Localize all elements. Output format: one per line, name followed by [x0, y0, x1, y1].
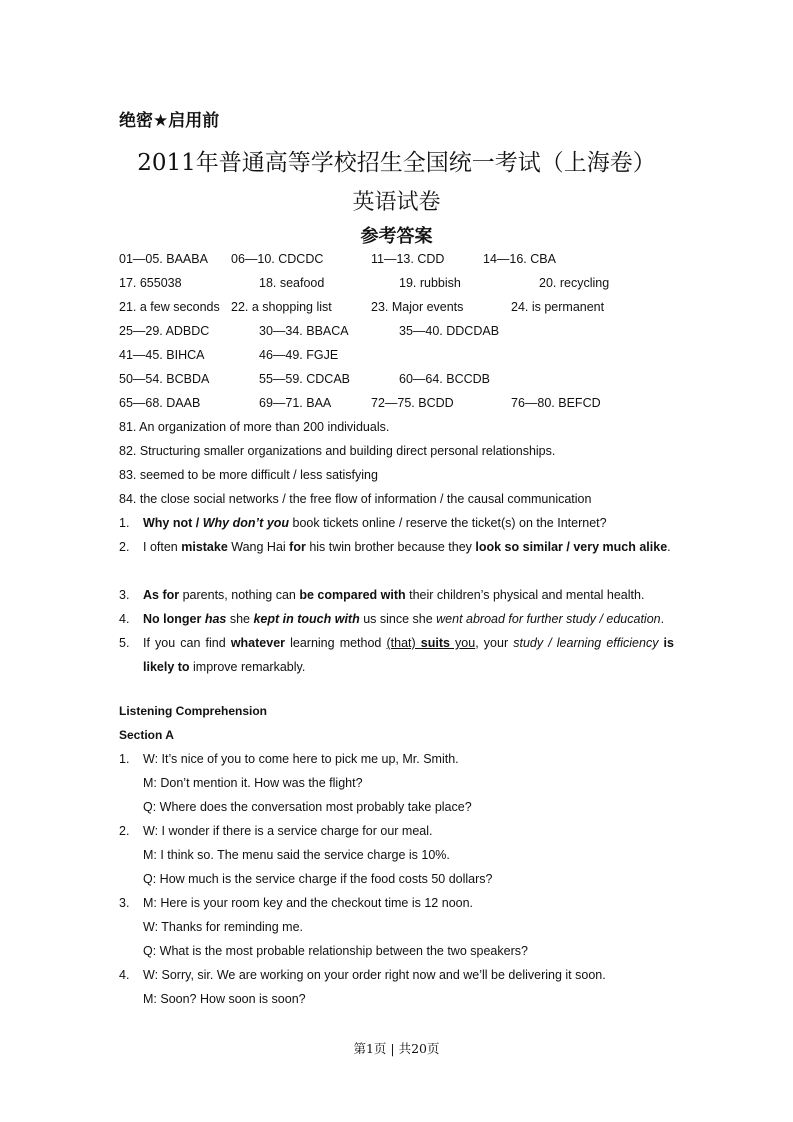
section-a-heading: Section A — [119, 728, 174, 742]
dialogue-line: Q: Where does the conversation most probably take place? — [143, 800, 472, 814]
translation-segment: mistake — [181, 540, 228, 554]
translation-segment: you — [449, 636, 476, 650]
answer-cell: 50—54. BCBDA — [119, 372, 210, 386]
translation-number: 1. — [119, 516, 130, 530]
short-answer: 81. An organization of more than 200 individuals. — [119, 420, 390, 434]
dialogue-number: 3. — [119, 896, 130, 910]
answer-cell: 14—16. CBA — [483, 252, 556, 266]
dialogue-line: M: Don’t mention it. How was the flight? — [143, 776, 363, 790]
answer-cell: 55—59. CDCAB — [259, 372, 351, 386]
answer-cell: 69—71. BAA — [259, 396, 332, 410]
translation-segment: us since she — [359, 612, 437, 626]
translation-segment: be compared with — [299, 588, 406, 602]
translation-segment: their children’s physical and mental health. — [405, 588, 645, 602]
answer-row — [0, 271, 793, 295]
confidential-label: 绝密★启用前 — [119, 111, 220, 131]
short-answer: 82. Structuring smaller organizations and building direct personal relationships. — [119, 444, 556, 458]
translation-answer — [143, 631, 674, 679]
answer-key-heading: 参考答案 — [360, 226, 433, 247]
translation-number: 5. — [119, 636, 130, 650]
dialogue-line: M: I think so. The menu said the service charge is 10%. — [143, 848, 450, 862]
dialogue-number: 1. — [119, 752, 130, 766]
answer-row — [0, 391, 793, 415]
translation-answer — [143, 511, 674, 535]
translation-segment: she — [226, 612, 254, 626]
answer-cell: 30—34. BBACA — [259, 324, 349, 338]
translation-segment: for — [289, 540, 306, 554]
translation-number: 3. — [119, 588, 130, 602]
translation-segment: his twin brother because they — [305, 540, 476, 554]
answer-cell: 60—64. BCCDB — [399, 372, 491, 386]
answer-cell: 21. a few seconds — [119, 300, 220, 314]
listening-heading: Listening Comprehension — [119, 704, 268, 718]
translation-segment: If you can find — [143, 636, 231, 650]
answer-row — [0, 247, 793, 271]
answer-cell: 65—68. DAAB — [119, 396, 201, 410]
answer-cell: 06—10. CDCDC — [231, 252, 324, 266]
translation-segment: look so similar / very much alike — [475, 540, 668, 554]
dialogue-number: 4. — [119, 968, 130, 982]
answer-row — [0, 295, 793, 319]
dialogue-line: W: Sorry, sir. We are working on your order right now and we’ll be delivering it soon. — [143, 968, 606, 982]
answer-row — [0, 319, 793, 343]
answer-cell: 41—45. BIHCA — [119, 348, 205, 362]
translation-segment: parents, nothing can — [179, 588, 300, 602]
page-number: 第1页 | 共20页 — [353, 1041, 440, 1056]
answer-row — [0, 343, 793, 367]
answer-cell: 01—05. BAABA — [119, 252, 208, 266]
dialogue-line: M: Soon? How soon is soon? — [143, 992, 306, 1006]
translation-segment: . — [660, 612, 665, 626]
answer-cell: 18. seafood — [259, 276, 325, 290]
translation-segment: . — [667, 540, 671, 554]
translation-segment: I often — [143, 540, 182, 554]
dialogue-line: M: Here is your room key and the checkout time is 12 noon. — [143, 896, 474, 910]
translation-segment: kept in touch with — [253, 612, 360, 626]
short-answer: 84. the close social networks / the free flow of information / the causal communication — [119, 492, 592, 506]
translation-segment: learning method — [285, 636, 387, 650]
dialogue-line: Q: What is the most probable relationship between the two speakers? — [143, 944, 528, 958]
translation-segment: whatever — [230, 636, 286, 650]
answer-cell: 35—40. DDCDAB — [399, 324, 500, 338]
translation-segment: (that) — [386, 636, 421, 650]
dialogue-line: W: Thanks for reminding me. — [143, 920, 304, 934]
translation-segment: study / learning efficiency — [513, 636, 659, 650]
translation-answer — [143, 607, 674, 631]
answer-cell: 25—29. ADBDC — [119, 324, 210, 338]
answer-cell: 17. 655038 — [119, 276, 182, 290]
answer-cell: 22. a shopping list — [231, 300, 332, 314]
answer-cell: 20. recycling — [539, 276, 610, 290]
dialogue-line: W: It’s nice of you to come here to pick me up, Mr. Smith. — [143, 752, 459, 766]
answer-cell: 11—13. CDD — [371, 252, 445, 266]
translation-number: 2. — [119, 540, 130, 554]
short-answer: 83. seemed to be more difficult / less satisfying — [119, 468, 378, 482]
answer-cell: 46—49. FGJE — [259, 348, 339, 362]
answer-row — [0, 367, 793, 391]
exam-title: 2011年普通高等学校招生全国统一考试（上海卷） — [137, 150, 656, 176]
answer-cell: 23. Major events — [371, 300, 464, 314]
translation-segment: went abroad for further study / education — [436, 612, 661, 626]
translation-segment: book tickets online / reserve the ticket(s) on the Internet? — [289, 516, 607, 530]
translation-segment: No longer — [143, 612, 205, 626]
translation-segment: improve remarkably. — [189, 660, 306, 674]
translation-answer — [143, 583, 674, 607]
dialogue-line: W: I wonder if there is a service charge for our meal. — [143, 824, 433, 838]
translation-number: 4. — [119, 612, 130, 626]
answer-cell: 19. rubbish — [399, 276, 461, 290]
translation-segment: Why don’t you — [202, 516, 290, 530]
answer-cell: 72—75. BCDD — [371, 396, 454, 410]
translation-segment: Wang Hai — [227, 540, 290, 554]
exam-subtitle: 英语试卷 — [352, 190, 441, 215]
answer-cell: 76—80. BEFCD — [511, 396, 601, 410]
answer-cell: 24. is permanent — [511, 300, 605, 314]
translation-segment: suits — [420, 636, 450, 650]
translation-segment: is likely to — [143, 636, 674, 674]
translation-segment: , your — [475, 636, 514, 650]
dialogue-line: Q: How much is the service charge if the food costs 50 dollars? — [143, 872, 493, 886]
translation-segment: As for — [143, 588, 180, 602]
translation-segment: has — [204, 612, 227, 626]
dialogue-number: 2. — [119, 824, 130, 838]
translation-answer — [143, 535, 674, 559]
translation-segment: Why not / — [143, 516, 203, 530]
